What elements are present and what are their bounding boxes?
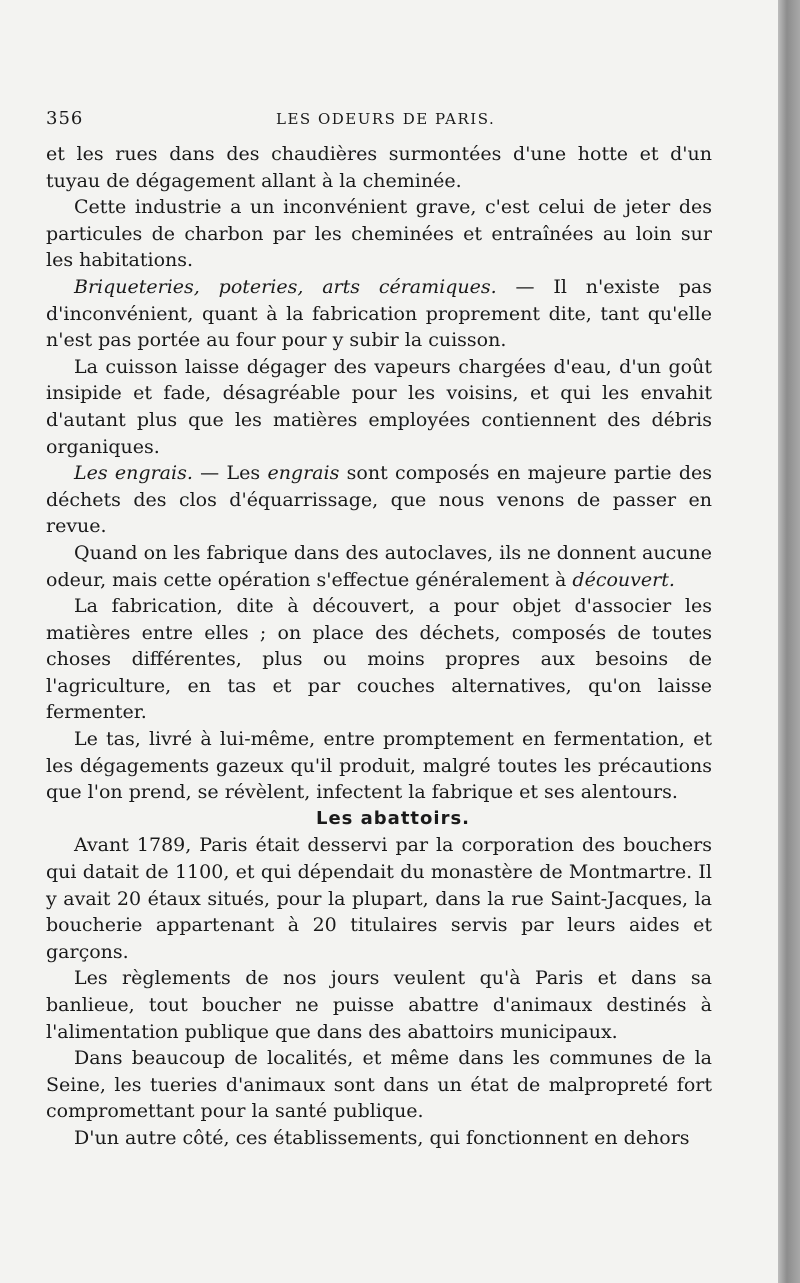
- paragraph-charbon: Cette industrie a un inconvénient grave, c'est celui de jeter des particules de charbon par les cheminées et entraînées au loin sur les habitations.: [46, 196, 712, 272]
- page-edge: [778, 0, 800, 1283]
- paragraph-text: — Les: [192, 462, 268, 485]
- paragraph-text: Quand on les fabrique dans des autoclaves, ils ne donnent aucune odeur, mais cette opération s'effectue généralement à: [46, 541, 712, 591]
- page-header: [46, 108, 712, 132]
- subject-lead-briqueteries: Briqueteries, poteries, arts céramiques.: [74, 275, 497, 298]
- paragraph-text: sont composés en majeure partie des déchets des clos d'équarrissage, que nous venons de passer en revue.: [46, 462, 713, 538]
- paragraph-engrais: [46, 460, 712, 540]
- italic-word: découvert.: [572, 568, 675, 591]
- paragraph-tas: Le tas, livré à lui-même, entre promptement en fermentation, et les dégagements gazeux qu'il produit, malgré toutes les précautions que l'on prend, se révèlent, infectent la fabrique et ses alentours.: [46, 728, 712, 804]
- subject-lead-engrais: Les engrais.: [74, 462, 193, 485]
- paragraph-reglements: Les règlements de nos jours veulent qu'à Paris et dans sa banlieue, tout boucher ne puisse abattre d'animaux destinés à l'alimentation publique que dans des abattoirs municipaux.: [46, 967, 712, 1043]
- paragraph-fabrication: La fabrication, dite à découvert, a pour objet d'associer les matières entre elles ; on place des déchets, composés de toutes choses différentes, plus ou moins propres aux besoins de l'agriculture, en tas et par couches alternatives, qu'on laisse fermenter.: [46, 595, 712, 724]
- paragraph-avant-1789: Avant 1789, Paris était desservi par la corporation des bouchers qui datait de 1100, et qui dépendait du monastère de Montmartre. Il y avait 20 étaux situés, pour la plupart, dans la rue Saint-Jacques, la boucherie appartenant à 20 titulaires servis par leurs aides et garçons.: [46, 834, 712, 963]
- section-heading: Les abattoirs.: [315, 807, 470, 829]
- page-number: 356: [46, 108, 84, 129]
- italic-word: engrais: [267, 462, 340, 485]
- paragraph-autoclaves: [46, 540, 712, 593]
- paragraph-etablissements: D'un autre côté, ces établissements, qui fonctionnent en dehors: [74, 1126, 690, 1149]
- paragraph-cuisson: La cuisson laisse dégager des vapeurs chargées d'eau, d'un goût insipide et fade, désagréable pour les voisins, et qui les envahit d'autant plus que les matières employées contiennent des débris organiques.: [46, 355, 712, 458]
- body-text: [46, 141, 712, 1152]
- paragraph-briqueteries: [46, 274, 712, 354]
- paragraph-continuation: et les rues dans des chaudières surmontées d'une hotte et d'un tuyau de dégagement allant à la cheminée.: [46, 143, 712, 192]
- running-title: LES ODEURS DE PARIS.: [276, 110, 496, 128]
- paragraph-localites: Dans beaucoup de localités, et même dans les communes de la Seine, les tueries d'animaux sont dans un état de malpropreté fort compromettant pour la santé publique.: [46, 1047, 712, 1123]
- paragraph-text: — Il n'existe pas d'inconvénient, quant à la fabrication proprement dite, tant qu'elle n'est pas portée au four pour y subir la cuisson.: [46, 275, 713, 352]
